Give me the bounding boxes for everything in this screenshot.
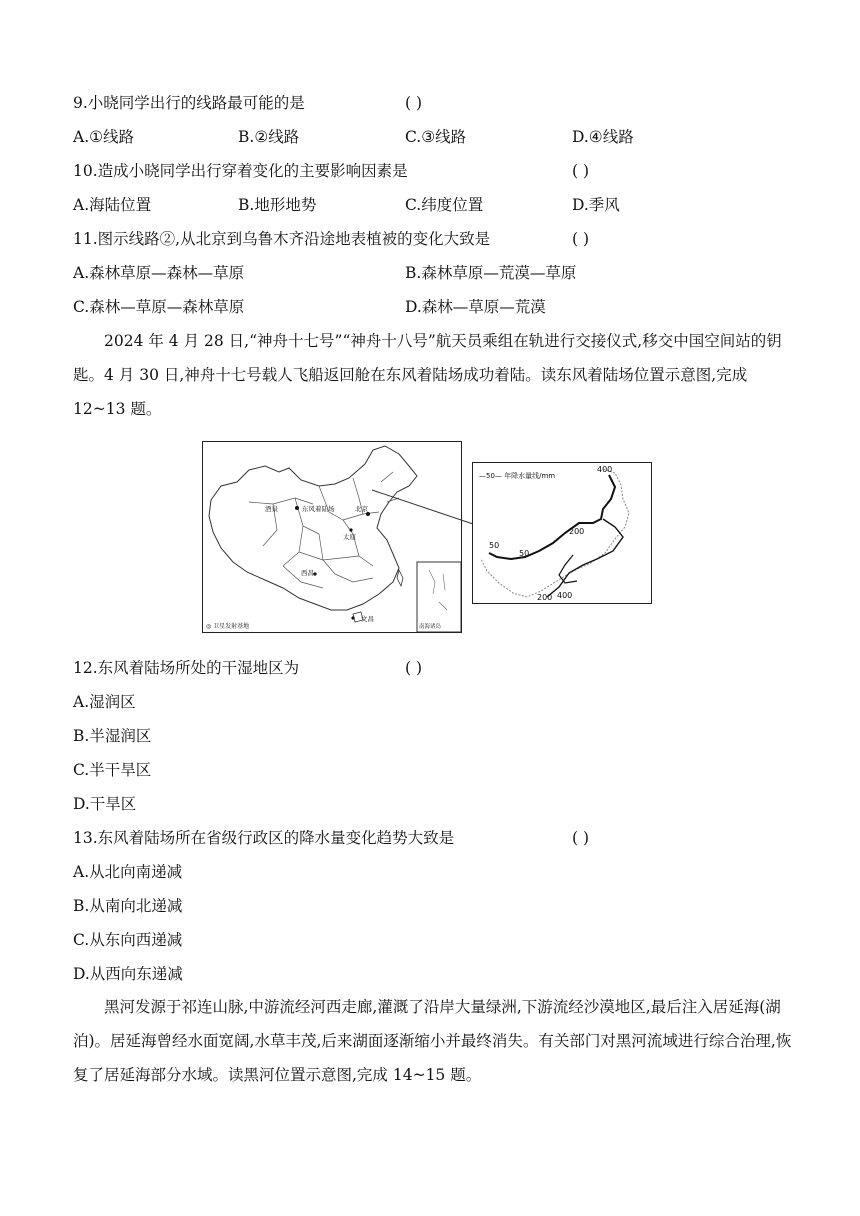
question-9-stem: 9.小晓同学出行的线路最可能的是	[73, 94, 305, 112]
label-taiyuan: 太原	[343, 533, 356, 541]
label-dongfeng: 东风着陆场	[302, 505, 335, 513]
q11-option-b[interactable]: B.森林草原—荒漠—草原	[405, 264, 577, 282]
isohyet-label-50-right: 50	[519, 549, 530, 558]
label-nanhai: 南海诸岛	[419, 624, 442, 630]
q12-option-c[interactable]: C.半干旱区	[73, 761, 152, 779]
q10-option-b[interactable]: B.地形地势	[238, 196, 317, 214]
q9-option-d[interactable]: D.④线路	[572, 128, 634, 146]
question-12-stem: 12.东风着陆场所处的干湿地区为	[73, 659, 300, 677]
q12-option-b[interactable]: B.半湿润区	[73, 727, 152, 745]
q11-option-a[interactable]: A.森林草原—森林—草原	[73, 264, 245, 282]
q11-option-d[interactable]: D.森林—草原—荒漠	[405, 298, 546, 316]
question-10-stem: 10.造成小晓同学出行穿着变化的主要影响因素是	[73, 162, 408, 180]
isohyet-label-50-left: 50	[489, 541, 500, 550]
q9-option-c[interactable]: C.③线路	[405, 128, 467, 146]
question-13-stem: 13.东风着陆场所在省级行政区的降水量变化趋势大致是	[73, 829, 455, 847]
answer-paren-10[interactable]: ( )	[572, 162, 590, 180]
isohyet-label-200-mid: 200	[569, 527, 585, 536]
q13-option-b[interactable]: B.从南向北递减	[73, 897, 183, 915]
label-beijing: 北京	[355, 505, 368, 513]
q10-option-c[interactable]: C.纬度位置	[405, 196, 484, 214]
answer-paren-13[interactable]: ( )	[572, 829, 590, 847]
q10-option-a[interactable]: A.海陆位置	[73, 196, 152, 214]
answer-paren-9[interactable]: ( )	[405, 94, 423, 112]
q9-option-b[interactable]: B.②线路	[238, 128, 300, 146]
q12-option-d[interactable]: D.干旱区	[73, 795, 137, 813]
isohyet-label-400-bottom: 400	[557, 591, 573, 600]
q12-option-a[interactable]: A.湿润区	[73, 693, 136, 711]
isohyet-label-400-top: 400	[597, 465, 613, 474]
label-xichang: 西昌	[301, 569, 314, 577]
question-11-stem: 11.图示线路②,从北京到乌鲁木齐沿途地表植被的变化大致是	[73, 230, 491, 248]
china-map-graphic	[203, 442, 461, 632]
inset-legend: —50— 年降水量线/mm	[479, 472, 556, 480]
legend-launch-base: ◎ 卫星发射基地	[206, 623, 250, 630]
q11-option-c[interactable]: C.森林—草原—森林草原	[73, 298, 245, 316]
passage-heihe-text: 黑河发源于祁连山脉,中游流经河西走廊,灌溉了沿岸大量绿洲,下游流经沙漠地区,最后注入居延海(湖泊)。居延海曾经水面宽阔,水草丰茂,后来湖面逐渐缩小并最终消失。有关部门对黑河流域进行综合治理,恢复了居延海部分水域。读黑河位置示意图,完成 14~15 题。	[73, 998, 792, 1084]
answer-paren-11[interactable]: ( )	[572, 230, 590, 248]
answer-paren-12[interactable]: ( )	[405, 659, 423, 677]
china-map	[202, 441, 462, 633]
isohyet-graphic	[473, 463, 651, 603]
q9-option-a[interactable]: A.①线路	[73, 128, 135, 146]
precipitation-inset-map	[472, 462, 652, 604]
isohyet-label-200-bottom: 200	[537, 593, 553, 602]
label-jiuquan: 酒泉	[265, 505, 278, 513]
q13-option-d[interactable]: D.从西向东递减	[73, 965, 183, 983]
passage-shenzhou	[73, 324, 793, 426]
label-wenchang: 文昌	[361, 615, 374, 623]
q10-option-d[interactable]: D.季风	[572, 196, 620, 214]
passage-shenzhou-text: 2024 年 4 月 28 日,“神舟十七号”“神舟十八号”航天员乘组在轨进行交接仪式,移交中国空间站的钥匙。4 月 30 日,神舟十七号载人飞船返回舱在东风着陆场成功着陆。读东风着陆场位置示意图,完成 12~13 题。	[73, 332, 782, 418]
passage-heihe	[73, 990, 793, 1092]
inset-connector	[370, 488, 475, 528]
q13-option-c[interactable]: C.从东向西递减	[73, 931, 183, 949]
q13-option-a[interactable]: A.从北向南递减	[73, 863, 183, 881]
